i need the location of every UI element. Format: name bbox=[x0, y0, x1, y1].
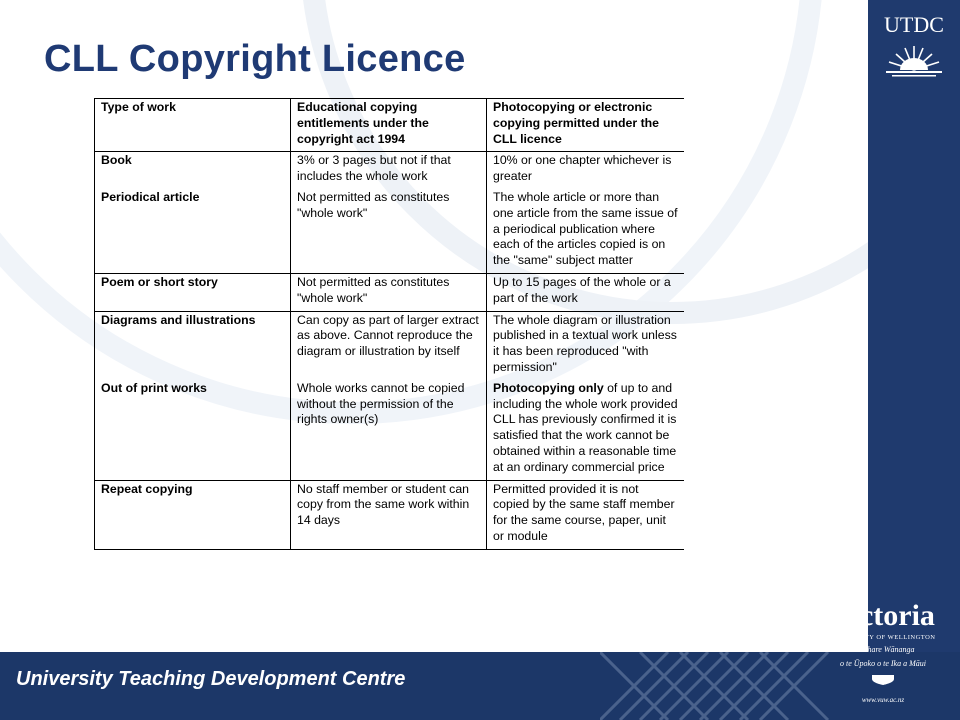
row-cll-cell: The whole article or more than one article from the same issue of a periodical publication where each of the articles copied is on the "same" subject matter bbox=[487, 189, 685, 273]
row-type-cell: Poem or short story bbox=[95, 273, 291, 311]
victoria-university-logo bbox=[818, 600, 948, 704]
row-type-cell: Periodical article bbox=[95, 189, 291, 273]
row-type-cell: Book bbox=[95, 152, 291, 189]
footer-centre-name: University Teaching Development Centre bbox=[16, 668, 406, 690]
university-crest-icon bbox=[818, 673, 948, 688]
table-row bbox=[95, 152, 685, 189]
row-type-cell: Diagrams and illustrations bbox=[95, 311, 291, 380]
row-act-cell: Not permitted as constitutes "whole work" bbox=[291, 189, 487, 273]
row-type-cell: Repeat copying bbox=[95, 480, 291, 549]
row-act-cell: 3% or 3 pages but not if that includes the whole work bbox=[291, 152, 487, 189]
copyright-comparison-document bbox=[94, 98, 684, 623]
table-row bbox=[95, 380, 685, 480]
cll-emphasis: Photocopying only bbox=[493, 380, 604, 395]
utdc-logo-text: UTDC bbox=[884, 12, 944, 37]
row-act-cell: Not permitted as constitutes "whole work" bbox=[291, 273, 487, 311]
university-name: Victoria bbox=[831, 599, 935, 632]
copyright-table bbox=[94, 98, 684, 550]
university-website: www.vuw.ac.nz bbox=[861, 696, 905, 704]
table-row bbox=[95, 189, 685, 273]
sunburst-logo-icon bbox=[884, 44, 944, 78]
row-cll-cell: The whole diagram or illustration published in a textual work unless it has been reproduced "with permission" bbox=[487, 311, 685, 380]
row-act-cell: Can copy as part of larger extract as above. Cannot reproduce the diagram or illustration by itself bbox=[291, 311, 487, 380]
row-cll-cell: Permitted provided it is not copied by the same staff member for the same course, paper, unit or module bbox=[487, 480, 685, 549]
row-act-cell: No staff member or student can copy from the same work within 14 days bbox=[291, 480, 487, 549]
cll-text: of up to and including the whole work provided CLL has previously confirmed it is satisfied that the work cannot be obtained within a reasonable time at an ordinary commercial price bbox=[493, 380, 678, 474]
row-cll-cell: Up to 15 pages of the whole or a part of the work bbox=[487, 273, 685, 311]
university-subtitle: UNIVERSITY OF WELLINGTON bbox=[830, 634, 936, 641]
row-cll-cell: 10% or one chapter whichever is greater bbox=[487, 152, 685, 189]
table-row bbox=[95, 311, 685, 380]
row-cll-cell bbox=[487, 380, 685, 480]
right-sidebar bbox=[868, 0, 960, 652]
column-header-cll: Photocopying or electronic copying permitted under the CLL licence bbox=[487, 99, 685, 152]
row-type-cell: Out of print works bbox=[95, 380, 291, 480]
page-title: CLL Copyright Licence bbox=[44, 38, 466, 80]
maori-name-line1: Te Whare Wānanga bbox=[851, 645, 915, 654]
row-act-cell: Whole works cannot be copied without the permission of the rights owner(s) bbox=[291, 380, 487, 480]
table-row bbox=[95, 480, 685, 549]
footer-band bbox=[0, 652, 960, 720]
column-header-type: Type of work bbox=[95, 99, 291, 152]
table-header-row bbox=[95, 99, 685, 152]
column-header-act: Educational copying entitlements under the copyright act 1994 bbox=[291, 99, 487, 152]
table-row bbox=[95, 273, 685, 311]
maori-name-line2: o te Ūpoko o te Ika a Māui bbox=[840, 659, 926, 668]
